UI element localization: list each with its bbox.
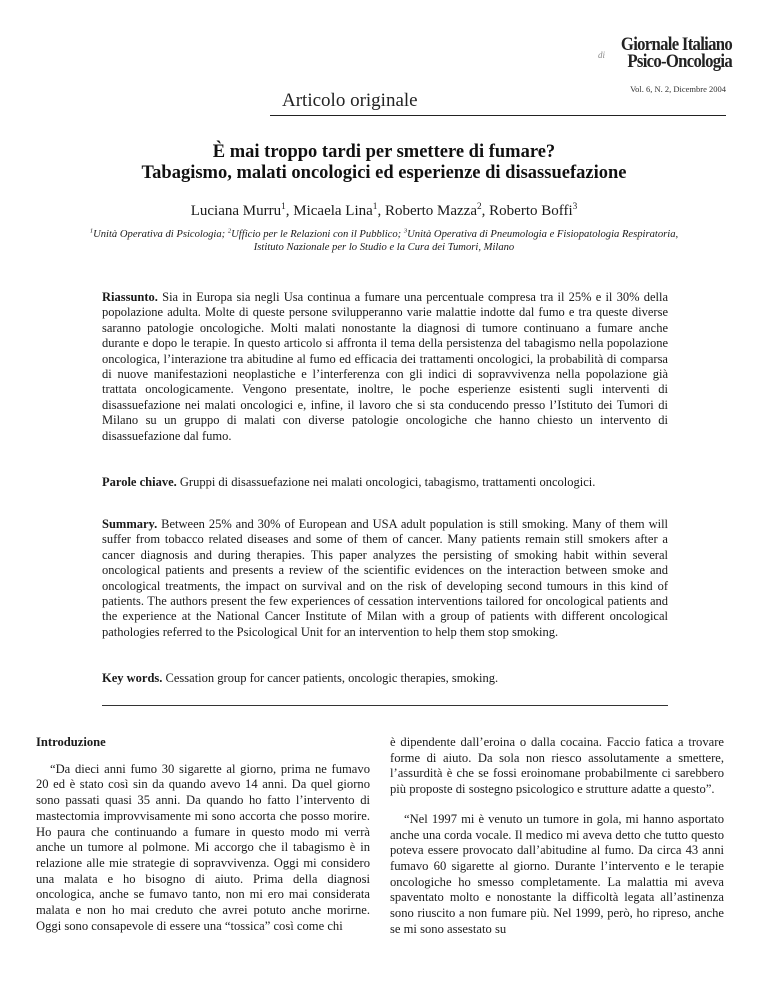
journal-logo-prefix: di [598,50,606,60]
riassunto-paragraph [102,290,668,444]
body-paragraph: è dipendente dall’eroina o dalla cocaina. Faccio fatica a trovare forme di aiuto. Da sola non riesco assolutamente a smettere, l’assurdità è che se fossi eroinomane probabilmente ci sarebbero più proposte di sostegno psicologico e strutture adatte a questo”. [390,735,724,797]
riassunto-label: Riassunto. [102,290,158,304]
author-affil-mark: 1 [281,202,286,212]
body-paragraph: “Da dieci anni fumo 30 sigarette al giorno, prima ne fumavo 20 ed è stato così sin da quando avevo 14 anni. Da quel giorno sono passati quasi 35 anni. Da quando ho fatto l’intervento di mastectomia improvvisamente mi sono accorta che posso morire. Ho paura che continuando a fumare in questo modo mi verrà anche un tumore al polmone. Mi accorgo che il tabagismo è in relazione alle mie strategie di sopravvivenza. Oggi mi considero una malata e ho bisogno di aiuto. Prima della diagnosi oncologica, anche se fumavo tanto, non mi ero mai considerata malata e non ho mai creduto che avrei potuto anche morirne. Oggi sono consapevole di essere una “tossica” così come chi [36,761,370,933]
journal-logo [600,36,732,70]
parole-chiave-paragraph [102,475,668,490]
key-words-paragraph [102,671,668,686]
article-title-line1: È mai troppo tardi per smettere di fumare? [212,142,556,162]
affiliations [0,228,768,254]
riassunto-text: Sia in Europa sia negli Usa continua a fumare una percentuale compresa tra il 25% e il 30% della popolazione adulta. Molte di queste persone svilupperanno varie malattie indotte dal fumo e tra queste diverse saranno patologie oncologiche. Molti malati nonostante la diagnosi di tumore continuano a fumare anche durante e dopo le terapie. In questo articolo si affronta il tema della persistenza del tabagismo nella popolazione oncologica, l’interazione tra abitudine al fumo ed efficacia dei trattamenti oncologici, la probabilità di comparsa di nuove manifestazioni neoplastiche e l’interferenza con gli indici di sopravvivenza nella popolazione già trattata oncologicamente. Vengono presentate, inoltre, le poche esperienze esistenti sugli interventi di disassuefazione nei malati oncologici e, infine, il lavoro che si sta conducendo presso l’Istituto dei Tumori di Milano su un gruppo di malati con diverse patologie oncologiche che hanno chiesto un intervento di disassuefazione dal fumo. [102,290,668,443]
journal-name-line2: Psico-Oncologia [627,51,732,72]
volume-info: Vol. 6, N. 2, Dicembre 2004 [630,84,726,94]
key-words-text: Cessation group for cancer patients, oncologic therapies, smoking. [165,671,499,685]
author-affil-mark: 3 [572,202,578,212]
summary-label: Summary. [102,517,158,531]
section-rule [270,115,726,116]
author-list: Luciana Murru$^1$, Micaela Lina$^1$, Roberto Mazza$^2$, Roberto Boffi$^3$ [190,202,578,219]
abstract-divider [102,705,668,706]
affiliation-line1: $^1$Unità Operativa di Psicologia; $^2$Ufficio per le Relazioni con il Pubblico; $^3$Unità Operativa di Pneumologia e Fisiopatologia Respiratoria, [89,227,679,240]
body-column-left [36,735,370,934]
author-affil-mark: 2 [477,202,482,212]
summary-paragraph [102,517,668,640]
body-column-right [390,735,724,937]
author-name: Luciana Murru [190,203,282,219]
key-words-label: Key words. [102,671,163,685]
section-heading: Introduzione [36,735,106,749]
author-name: Roberto Mazza [384,203,477,219]
section-label: Articolo originale [282,90,418,111]
article-title-line2: Tabagismo, malati oncologici ed esperienze di disassuefazione [141,163,627,183]
parole-chiave-label: Parole chiave. [102,475,177,489]
affiliation-line2: Istituto Nazionale per lo Studio e la Cura dei Tumori, Milano [253,242,515,253]
body-paragraph: “Nel 1997 mi è venuto un tumore in gola, mi hanno asportato anche una corda vocale. Il medico mi aveva detto che tutto questo poteva essere provocato dall’abitudine al fumo. Da circa 43 anni fumavo 60 sigarette al giorno. Durante l’intervento e le terapie oncologiche ho smesso completamente. La malattia mi aveva spaventato molto e nonostante la difficoltà legata all’astinenza sono riuscito a non fumare più. Nel 1999, però, ho ripreso, anche se mi sono assestato su [390,811,724,936]
author-name: Roberto Boffi [489,203,573,219]
summary-text: Between 25% and 30% of European and USA adult population is still smoking. Many of them will suffer from tobacco related diseases and some of them of cancer. Many patients remain still smokers after a cancer diagnosis and during therapies. This paper analyzes the persisting of smoking habit within several oncological patients and presents a review of the scientific evidences on the interaction between smoke and oncological treatments, the impact on survival and on the risk of developing second tumours in this kind of patients. The authors present the few experiences of cessation interventions tailored for oncological patients and the experience at the National Cancer Institute of Milan with a group of patients with different oncological pathologies referred to the Psicological Unit for an intervention to help them stop smoking. [102,517,669,639]
journal-name-line1: Giornale Italiano [620,34,732,55]
author-affil-mark: 1 [372,202,378,212]
parole-chiave-text: Gruppi di disassuefazione nei malati oncologici, tabagismo, trattamenti oncologici. [179,475,596,489]
author-name: Micaela Lina [293,203,373,219]
